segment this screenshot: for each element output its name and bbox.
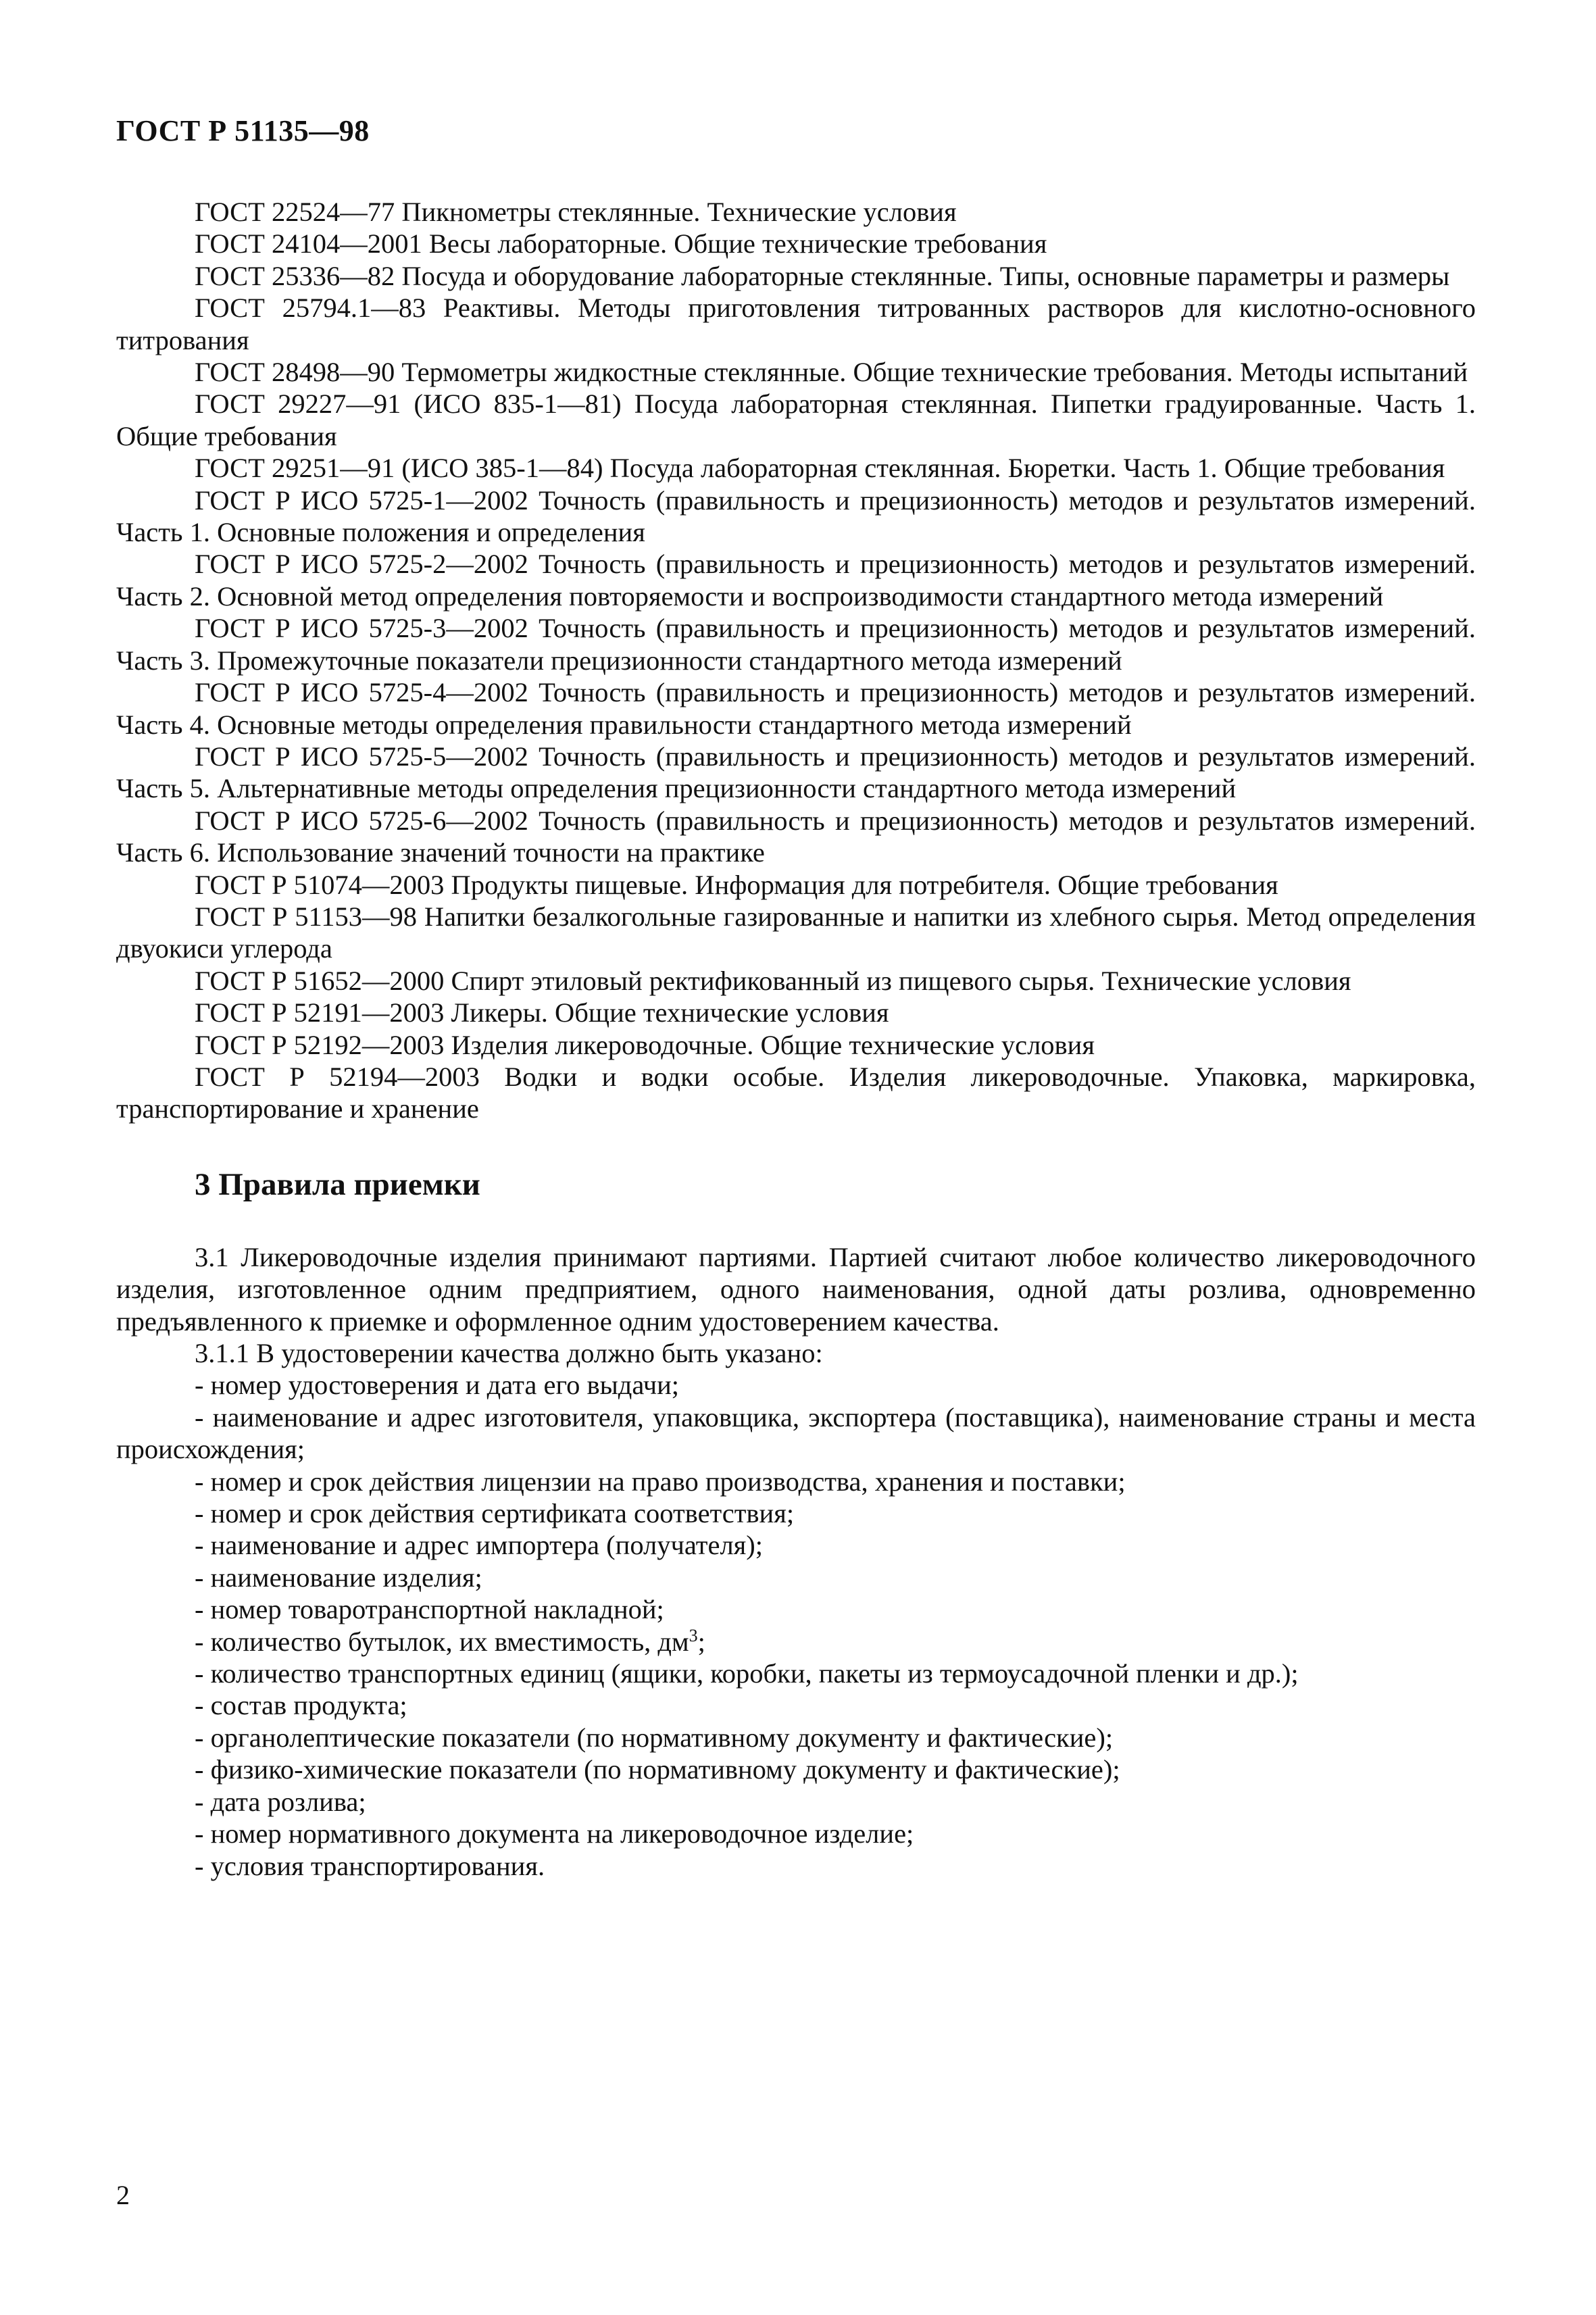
list-item: - наименование изделия; <box>195 1562 482 1593</box>
list-item: - количество транспортных единиц (ящики, коробки, пакеты из термоусадочной пленки и др.); <box>195 1658 1299 1689</box>
list-item-tail: ; <box>697 1626 705 1657</box>
list-item-text: - количество бутылок, их вместимость, дм <box>195 1626 689 1657</box>
reference-item: ГОСТ 25336—82 Посуда и оборудование лабораторные стеклянные. Типы, основные параметры и размеры <box>195 260 1450 291</box>
list-item: - номер товаротранспортной накладной; <box>195 1594 664 1625</box>
list-item: - номер нормативного документа на ликероводочное изделие; <box>195 1818 914 1849</box>
list-item: - номер и срок действия сертификата соответствия; <box>195 1498 795 1529</box>
certificate-requirements-list <box>116 1369 1476 1882</box>
reference-item: ГОСТ Р ИСО 5725-1—2002 Точность (правильность и прецизионность) методов и результатов измерений. Часть 1. Основные положения и определения <box>116 484 1476 548</box>
list-item: - состав продукта; <box>195 1690 407 1721</box>
section-title: 3 Правила приемки <box>195 1166 480 1202</box>
reference-item: ГОСТ 29227—91 (ИСО 835-1—81) Посуда лабораторная стеклянная. Пипетки градуированные. Часть 1. Общие требования <box>116 389 1476 451</box>
reference-item: ГОСТ Р 52192—2003 Изделия ликероводочные. Общие технические условия <box>195 1029 1095 1060</box>
document-body <box>116 196 1476 1882</box>
reference-item: ГОСТ Р ИСО 5725-3—2002 Точность (правильность и прецизионность) методов и результатов измерений. Часть 3. Промежуточные показатели прецизионности стандартного метода измерений <box>116 613 1476 676</box>
reference-item: ГОСТ Р 51652—2000 Спирт этиловый ректификованный из пищевого сырья. Технические условия <box>195 965 1351 996</box>
list-item: - номер удостоверения и дата его выдачи; <box>195 1370 680 1401</box>
normative-references-list <box>116 196 1476 1125</box>
clause-3-1-1: 3.1.1 В удостоверении качества должно быть указано: <box>195 1338 823 1368</box>
reference-item: ГОСТ Р 51153—98 Напитки безалкогольные газированные и напитки из хлебного сырья. Метод определения двуокиси углерода <box>116 901 1476 964</box>
reference-item: ГОСТ 29251—91 (ИСО 385-1—84) Посуда лабораторная стеклянная. Бюретки. Часть 1. Общие требования <box>195 453 1445 484</box>
list-item: - дата розлива; <box>195 1786 366 1817</box>
reference-item: ГОСТ Р 52191—2003 Ликеры. Общие технические условия <box>195 997 889 1028</box>
document-code-header: ГОСТ Р 51135—98 <box>116 114 370 147</box>
reference-item: ГОСТ 24104—2001 Весы лабораторные. Общие технические требования <box>195 228 1047 259</box>
reference-item: ГОСТ Р ИСО 5725-5—2002 Точность (правильность и прецизионность) методов и результатов измерений. Часть 5. Альтернативные методы определения прецизионности стандартного метода измерений <box>116 741 1476 804</box>
list-item: - органолептические показатели (по нормативному документу и фактические); <box>195 1722 1114 1753</box>
list-item: - наименование и адрес импортера (получателя); <box>195 1530 764 1561</box>
reference-item: ГОСТ Р ИСО 5725-6—2002 Точность (правильность и прецизионность) методов и результатов измерений. Часть 6. Использование значений точности на практике <box>116 805 1476 868</box>
list-item: - наименование и адрес изготовителя, упаковщика, экспортера (поставщика), наименование страны и места происхождения; <box>116 1401 1476 1465</box>
list-item: - номер и срок действия лицензии на право производства, хранения и поставки; <box>195 1466 1126 1497</box>
page-number: 2 <box>116 2180 130 2210</box>
reference-item: ГОСТ Р ИСО 5725-2—2002 Точность (правильность и прецизионность) методов и результатов измерений. Часть 2. Основной метод определения повторяемости и воспроизводимости стандартного метода измерений <box>116 549 1476 612</box>
reference-item: ГОСТ Р ИСО 5725-4—2002 Точность (правильность и прецизионность) методов и результатов измерений. Часть 4. Основные методы определения правильности стандартного метода измерений <box>116 677 1476 740</box>
superscript: 3 <box>689 1625 698 1645</box>
reference-item: ГОСТ 22524—77 Пикнометры стеклянные. Технические условия <box>195 197 957 227</box>
reference-item: ГОСТ 28498—90 Термометры жидкостные стеклянные. Общие технические требования. Методы испытаний <box>195 357 1468 388</box>
list-item-volume <box>116 1626 1476 1658</box>
reference-item: ГОСТ Р 52194—2003 Водки и водки особые. Изделия ликероводочные. Упаковка, маркировка, транспортирование и хранение <box>116 1061 1476 1124</box>
reference-item: ГОСТ 25794.1—83 Реактивы. Методы приготовления титрованных растворов для кислотно-основного титрования <box>116 293 1476 355</box>
list-item: - условия транспортирования. <box>195 1850 545 1881</box>
list-item: - физико-химические показатели (по нормативному документу и фактические); <box>195 1754 1120 1785</box>
clause-3-1: 3.1 Ликероводочные изделия принимают партиями. Партией считают любое количество ликероводочного изделия, изготовленное одним предприятием, одного наименования, одной даты розлива, одновременно предъявленного к приемке и оформленное одним удостоверением качества. <box>116 1241 1476 1337</box>
reference-item: ГОСТ Р 51074—2003 Продукты пищевые. Информация для потребителя. Общие требования <box>195 869 1278 900</box>
